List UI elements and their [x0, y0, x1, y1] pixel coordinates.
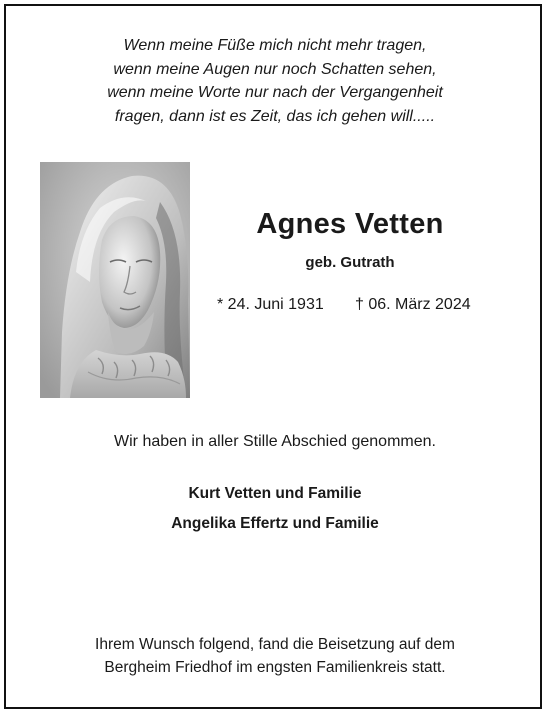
deceased-name: Agnes Vetten [256, 208, 444, 240]
maiden-name: geb. Gutrath [305, 254, 395, 271]
burial-note-line: Ihrem Wunsch folgend, fand die Beisetzung auf dem [95, 636, 455, 653]
burial-note [0, 633, 550, 679]
madonna-image [40, 162, 190, 398]
poem-line: fragen, dann ist es Zeit, das ich gehen will..... [114, 107, 436, 125]
mourner-name: Kurt Vetten und Familie [188, 485, 362, 502]
burial-note-line: Bergheim Friedhof im engsten Familienkreis statt. [104, 659, 446, 676]
madonna-sculpture-icon [40, 162, 190, 398]
poem-line: wenn meine Augen nur noch Schatten sehen, [113, 60, 437, 78]
farewell-text: Wir haben in aller Stille Abschied genommen. [114, 433, 436, 450]
poem-line: Wenn meine Füße mich nicht mehr tragen, [123, 37, 427, 54]
poem [0, 34, 550, 128]
mourner-name: Angelika Effertz und Familie [171, 515, 379, 532]
mourners-list [0, 479, 550, 539]
death-date: † 06. März 2024 [355, 296, 471, 313]
birth-date: * 24. Juni 1931 [217, 296, 324, 313]
poem-line: wenn meine Worte nur nach der Vergangenheit [107, 84, 443, 101]
